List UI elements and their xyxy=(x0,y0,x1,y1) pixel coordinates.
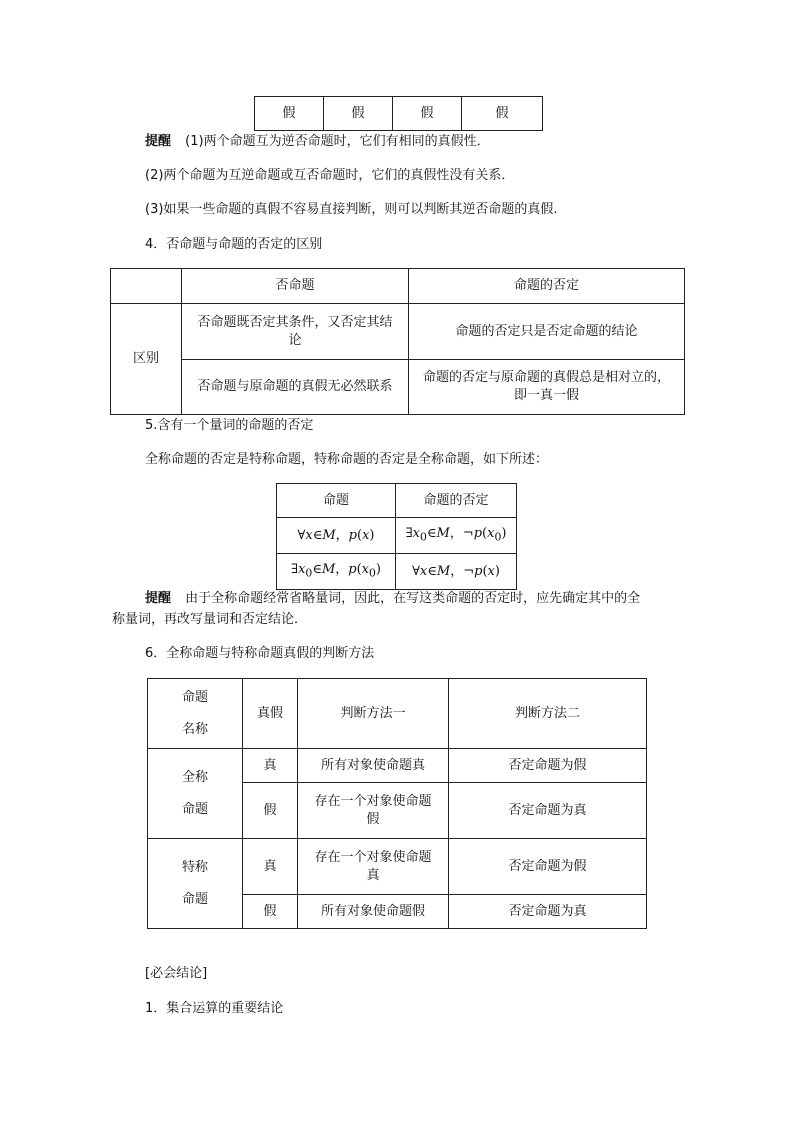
method2-cell: 否定命题为真 xyxy=(449,895,647,929)
formula-cell: ∀x∈M，¬p(x) xyxy=(396,554,517,590)
column-header: 命题的否定 xyxy=(409,269,685,304)
header-name-cell xyxy=(148,679,243,749)
conclusion-heading: [必会结论] xyxy=(145,966,208,981)
cell-line: 存在一个对象使命题 xyxy=(314,849,432,865)
cell-line: 命题的否定与原命题的真假总是相对立的， xyxy=(422,370,670,385)
cell-line: 存在一个对象使命题 xyxy=(314,793,432,809)
empty-header-cell xyxy=(111,269,182,304)
section-5-table xyxy=(276,483,517,590)
method1-cell: 所有对象使命题假 xyxy=(298,895,449,929)
table-cell xyxy=(409,360,685,415)
section-4-table xyxy=(110,268,685,415)
truth-cell: 假 xyxy=(243,895,298,929)
truth-cell: 真 xyxy=(243,839,298,895)
formula-cell: $\exists x_0\in M$，$\neg p(x_0)$ xyxy=(396,518,517,554)
method2-cell: 否定命题为假 xyxy=(449,839,647,895)
truth-cell: 假 xyxy=(393,97,462,131)
section-6-table xyxy=(147,678,647,929)
column-header: 判断方法二 xyxy=(449,679,647,749)
top-truth-table xyxy=(254,96,543,131)
tip-text: (1)两个命题互为逆否命题时，它们有相同的真假性． xyxy=(185,134,490,149)
truth-cell: 假 xyxy=(324,97,393,131)
tip-text: 由于全称命题经常省略量词，因此，在写这类命题的否定时，应先确定其中的全 xyxy=(185,591,641,606)
table-cell: 命题的否定只是否定命题的结论 xyxy=(409,304,685,360)
section-5-heading: 5.含有一个量词的命题的否定 xyxy=(145,418,314,433)
tip-paragraph-3: (3)如果一些命题的真假不容易直接判断，则可以判断其逆否命题的真假. xyxy=(145,202,558,217)
column-header: 否命题 xyxy=(182,269,409,304)
cell-line: 真 xyxy=(366,867,380,883)
group-name-cell xyxy=(148,839,243,929)
tip-paragraph-2: (2)两个命题为互逆命题或互否命题时，它们的真假性没有关系． xyxy=(145,168,515,183)
truth-cell: 假 xyxy=(243,783,298,839)
cell-line: 即一真一假 xyxy=(513,388,579,403)
column-header: 命题的否定 xyxy=(396,484,517,518)
method1-cell: 所有对象使命题真 xyxy=(298,749,449,783)
formula-cell: ∀x∈M，p(x) xyxy=(277,518,396,554)
conclusion-item-1: 1．集合运算的重要结论 xyxy=(145,1001,284,1016)
cell-line: 否命题既否定其条件，又否定其结 xyxy=(197,314,393,330)
column-header: 真假 xyxy=(243,679,298,749)
tip2-paragraph xyxy=(145,590,640,608)
tip-paragraph-1 xyxy=(145,133,490,151)
cell-line: 论 xyxy=(288,332,302,348)
table-cell: 否命题与原命题的真假无必然联系 xyxy=(182,360,409,415)
method1-cell xyxy=(298,783,449,839)
cell-line: 假 xyxy=(366,811,380,827)
method2-cell: 否定命题为真 xyxy=(449,783,647,839)
cell-line: 命题 xyxy=(181,801,208,817)
method1-cell xyxy=(298,839,449,895)
group-name-cell xyxy=(148,749,243,839)
tip-label: 提醒 xyxy=(145,591,172,606)
column-header: 命题 xyxy=(277,484,396,518)
table-cell xyxy=(182,304,409,360)
truth-cell: 假 xyxy=(255,97,324,131)
cell-line: 命题 xyxy=(181,689,208,705)
cell-line: 特称 xyxy=(181,859,208,875)
column-header: 判断方法一 xyxy=(298,679,449,749)
section-4-heading: 4．否命题与命题的否定的区别 xyxy=(145,237,323,252)
truth-cell: 假 xyxy=(462,97,543,131)
formula-cell: $\exists x_0\in M$，$p(x_0)$ xyxy=(277,554,396,590)
cell-line: 名称 xyxy=(181,721,208,737)
tip-label: 提醒 xyxy=(145,134,172,149)
row-label: 区别 xyxy=(111,304,182,415)
section-5-intro: 全称命题的否定是特称命题，特称命题的否定是全称命题，如下所述： xyxy=(145,452,549,467)
cell-line: 命题 xyxy=(181,891,208,907)
tip2-paragraph-cont: 称量词，再改写量词和否定结论． xyxy=(112,612,308,627)
section-6-heading: 6．全称命题与特称命题真假的判断方法 xyxy=(145,646,375,661)
method2-cell: 否定命题为假 xyxy=(449,749,647,783)
truth-cell: 真 xyxy=(243,749,298,783)
cell-line: 全称 xyxy=(181,769,208,785)
